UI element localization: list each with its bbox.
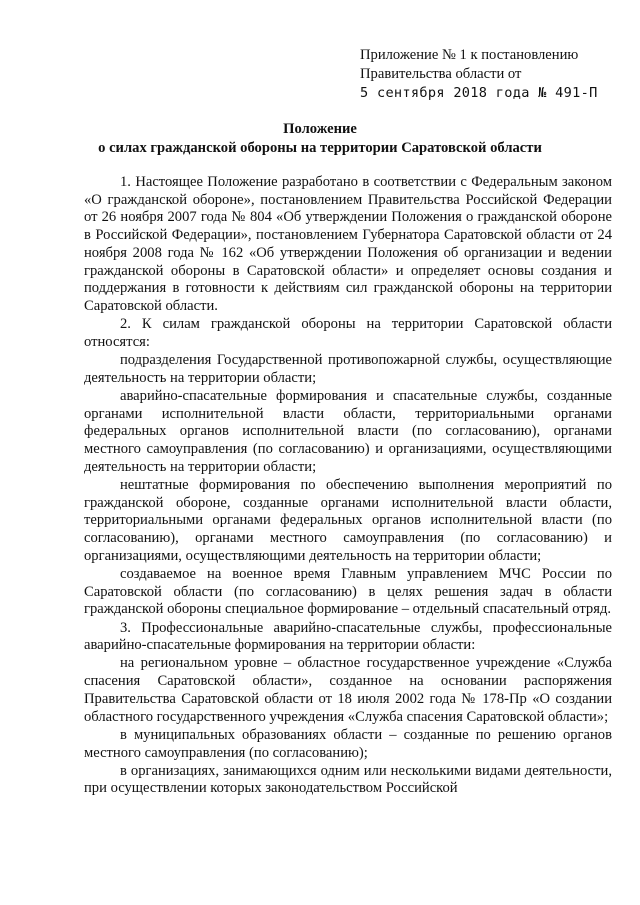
paragraph-5: нештатные формирования по обеспечению выполнения мероприятий по гражданской обороне, созданные органами исполнительной власти области, территориальными органами федеральных органов исполнительной власти (по согласованию), органами местного самоуправления (по согласованию) и организациями, осуществляющими деятельность на территории области; bbox=[84, 476, 612, 564]
paragraph-2: 2. К силам гражданской обороны на территории Саратовской области относятся: bbox=[84, 316, 612, 350]
paragraph-3: подразделения Государственной противопожарной службы, осуществляющие деятельность на территории области; bbox=[84, 352, 612, 386]
title-line-1: Положение bbox=[283, 121, 357, 137]
paragraph-6: создаваемое на военное время Главным управлением МЧС России по Саратовской области (по согласованию) в целях решения задач в области гражданской обороны специальное формирование – отдельный спасательный отряд. bbox=[84, 565, 612, 618]
paragraph-7: 3. Профессиональные аварийно-спасательные службы, профессиональные аварийно-спасательные формирования на территории области: bbox=[84, 619, 612, 654]
appendix-date-stamp: 5 сентября 2018 года № 491-П bbox=[360, 85, 598, 101]
title-line-2: о силах гражданской обороны на территории Саратовской области bbox=[98, 140, 542, 156]
document-body bbox=[84, 174, 612, 798]
paragraph-9: в муниципальных образованиях области – созданные по решению органов местного самоуправления (по согласованию); bbox=[84, 726, 612, 761]
appendix-line-1: Приложение № 1 к постановлению bbox=[360, 47, 579, 63]
paragraph-4: аварийно-спасательные формирования и спасательные службы, созданные органами исполнительной власти области, территориальными органами федеральных органов исполнительной власти (по согласованию), органами местного самоуправления (по согласованию) и организациями, осуществляющими деятельность на территории области; bbox=[84, 387, 612, 475]
appendix-header bbox=[360, 46, 630, 103]
appendix-line-2: Правительства области от bbox=[360, 66, 522, 82]
paragraph-10: в организациях, занимающихся одним или несколькими видами деятельности, при осуществлении которых законодательством Российской bbox=[84, 762, 612, 797]
paragraph-8: на региональном уровне – областное государственное учреждение «Служба спасения Саратовской области», созданное на основании распоряжения Правительства Саратовской области от 18 июля 2002 года № 178-Пр «О создании областного государственного учреждения «Служба спасения Саратовской области»; bbox=[84, 655, 612, 725]
paragraph-1: 1. Настоящее Положение разработано в соответствии с Федеральным законом «О гражданской обороне», постановлением Правительства Российской Федерации от 26 ноября 2007 года № 804 «Об утверждении Положения о гражданской обороне в Российской Федерации», постановлением Губернатора Саратовской области от 24 ноября 2008 года № 162 «Об утверждении Положения об организации и ведении гражданской обороны в Саратовской области» и определяет основы создания и поддержания в готовности к действиям сил гражданской обороны на территории Саратовской области. bbox=[84, 174, 612, 314]
document-title bbox=[60, 120, 580, 158]
